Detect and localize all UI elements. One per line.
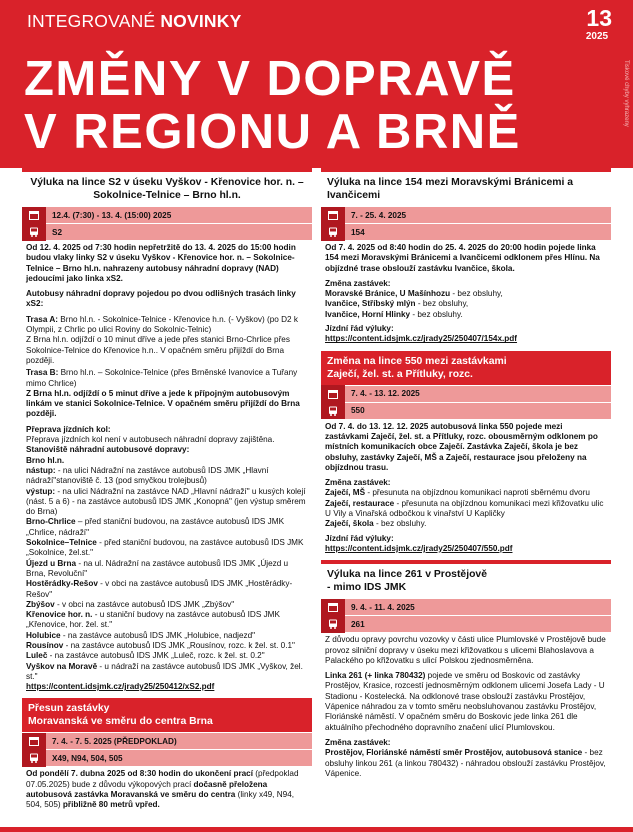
bus-icon — [321, 224, 345, 241]
section-body: Z důvodu opravy povrchu vozovky v části ulice Plumlovské v Prostějově bude provoz silniční dopravy v úseku mezi křižovatkou s ulicemi Blahoslavova a Palackého po křižovatku s ulicí Polskou zjednosměrněna. Linka 261 (+ linka 780432) pojede ve směru od Boskovic od zastávky Prostějov, Krasice, rozcestí jednosměrným odklonem ulicemi Josefa Lady - U Stadionu - Kostelecká. Na odklonové trase obslouží zastávku Prostějov, Vápenice náhradou za v tomto směru neobsluhovanou zastávku Prostějov, Floriánské náměstí. V opačném směru do Boskovic jede linka 261 dle aktuálního přechodného dopravního značení ulicí Plumlovskou. Změna zastávek: Prostějov, Floriánské náměstí směr Prostějov, autobusová stanice - bez obsluhy linkou 261 (a linkou 780432) - náhradou obslouží zastávku Prostějov, Vápenice. — [325, 635, 606, 778]
calendar-icon — [321, 385, 345, 402]
bus-icon — [22, 750, 46, 767]
calendar-icon — [321, 599, 345, 616]
bus-icon — [321, 402, 345, 419]
timetable-link[interactable]: https://content.idsjmk.cz/jrady25/250407/154x.pdf — [325, 334, 518, 344]
calendar-icon — [22, 733, 46, 750]
date-bar: 7. 4. - 7. 5. 2025 (PŘEDPOKLAD) — [22, 732, 312, 749]
date-bar: 9. 4. - 11. 4. 2025 — [321, 598, 611, 615]
side-note: Tiskové chyby vyhrazeny — [623, 60, 629, 127]
section-body: Od 12. 4. 2025 od 7:30 hodin nepřetržitě do 13. 4. 2025 do 15:00 hodin budou vlaky linky S2 v úseku Vyškov - Křenovice hor. n. – Sokolnice-Telnice – Brno hl.n. nahrazeny autobusy náhradní dopravy (NAD) jedoucími jako linka xS2. Autobusy náhradní dopravy pojedou po dvou odlišných trasách linky xS2: Trasa A: Brno hl.n. - Sokolnice-Telnice - Křenovice h.n. (- Vyškov) (po D2 k Olympii, z Chrlic po ulici Roviny do Sokolnic-Telnic) Z Brna hl.n. odjíždí o 10 minut dříve a jede přes stanici Brno-Chrlice přes Sokolnice-Telnice do Křenovice h.n.. V opačném směru přijíždí do Brna později. Trasa B: Brno hl.n. – Sokolnice-Telnice (přes Brněnské Ivanovice a Tuřany mimo Chrlice) Z Brna hl.n. odjíždí o 5 minut dříve a jede k přípojným autobusovým linkám ve stanici Sokolnice-Telnice. V opačném směru přijíždí do Brna později. Přeprava jízdních kol: Přeprava jízdních kol není v autobusech náhradní dopravy zajištěna. Stanoviště náhradní autobusové dopravy: Brno hl.n. nástup: - na ulici Nádražní na zastávce autobusů IDS JMK „Hlavní nádraží"stanoviště č. 13 (pod smyčkou trolejbusů) výstup: - na ulici Nádražní na zastávce NAD „Hlavní nádraží" u kusých kolejí (nást. 5 a 6) - na zastávce autobusů IDS JMK „Konopná" (jen výstup směrem do Brna) Brno-Chrlice – před staniční budovou, na zastávce autobusů IDS JMK „Chrlice, nádraží" Sokolnice–Telnice - před staniční budovou, na zastávce autobusů IDS JMK „Sokolnice, žel.st." Újezd u Brna - na ul. Nádražní na zastávce autobusů IDS JMK „Újezd u Brna, Revoluční" Hostěrádky-Rešov - v obci na zastávce autobusů IDS JMK „Hostěrádky-Rešov" Zbýšov - v obci na zastávce autobusů IDS JMK „Zbýšov" Křenovice hor. n. - u staniční budovy na zastávce autobusů IDS JMK „Křenovice, hor. žel. st." Holubice - na zastávce autobusů IDS JMK „Holubice, nadjezd" Rousínov - na zastávce autobusů IDS JMK „Rousínov, rozc. k žel. st. 0.1" Luleč - na zastávce autobusů IDS JMK „Luleč, rozc. k žel. st. 0.2" Vyškov na Moravě - u nádraží na zastávce autobusů IDS JMK „Vyškov, žel. st." https://content.idsjmk.cz/jrady25/250412/xS2.pdf — [22, 240, 312, 692]
brand-title: INTEGROVANÉ NOVINKY — [27, 11, 242, 31]
issue-number: 13 — [586, 5, 612, 31]
date-bar: 7. - 25. 4. 2025 — [321, 206, 611, 223]
section-550 — [321, 351, 611, 555]
line-bar: 261 — [321, 615, 611, 632]
issue-year: 2025 — [585, 31, 609, 42]
section-261 — [321, 560, 611, 779]
timetable-link[interactable]: https://content.idsjmk.cz/jrady25/250407/550.pdf — [325, 543, 513, 553]
right-column — [321, 168, 611, 820]
section-body: Od 7. 4. do 13. 12. 12. 2025 autobusová linka 550 pojede mezi zastávkami Zaječí, žel. st. a Přítluky, rozc. obousměrným odklonem po místních komunikacích obce Zaječí. Zastávka Zaječí, škola je bez obsluhy, zastávky Zaječí, MŠ a Zaječí, restaurace jsou přeloženy na objízdnou trasu. Změna zastávek: Zaječí, MŠ - přesunuta na objízdnou komunikaci naproti sběrnému dvoru Zaječí, restaurace - přesunuta na objízdnou komunikaci mezi křižovatku ulic U Vily a Vinařská odbočkou k vinařství U Kapličky Zaječí, škola - bez obsluhy. Jízdní řád výluky: https://content.idsjmk.cz/jrady25/250407/550.pdf — [321, 419, 611, 555]
section-s2 — [22, 168, 312, 692]
timetable-link[interactable]: https://content.idsjmk.cz/jrady25/250412/xS2.pdf — [26, 682, 215, 692]
section-title: Změna na lince 550 mezi zastávkami Zaječí, žel. st. a Přítluky, rozc. — [321, 351, 611, 385]
line-bar: 154 — [321, 223, 611, 240]
footer-line — [0, 827, 633, 832]
line-bar: S2 — [22, 223, 312, 240]
section-body: Od pondělí 7. dubna 2025 od 8:30 hodin do ukončení prací (předpoklad 07.05.2025) bude z důvodu výkopových prací dočasně přeložena autobusová zastávka Moravanská ve směru do centra (linky x49, N94, 504, 505) přibližně 80 metrů vpřed. — [26, 769, 299, 810]
section-title: Výluka na lince S2 v úseku Vyškov - Křenovice hor. n. – Sokolnice-Telnice – Brno hl.n. — [22, 168, 312, 206]
bus-icon — [321, 616, 345, 633]
page-header — [0, 0, 633, 168]
left-column — [22, 168, 312, 820]
section-154 — [321, 168, 611, 345]
date-bar: 12.4. (7:30) - 13. 4. (15:00) 2025 — [22, 206, 312, 223]
calendar-icon — [321, 207, 345, 224]
section-body: Od 7. 4. 2025 od 8:40 hodin do 25. 4. 2025 do 20:00 hodin pojede linka 154 mezi Moravskými Bránicemi a Ivančicemi odklonem přes Hlínu. Na objízdné trase obslouží zastávku Ivančice, škola. Změna zastávek: Moravské Bránice, U Mašínhozu - bez obsluhy, Ivančice, Stříbský mlýn - bez obsluhy, Ivančice, Horní Hlinky - bez obsluhy. Jízdní řád výluky: https://content.idsjmk.cz/jrady25/250407/154x.pdf — [321, 240, 611, 345]
line-bar: X49, N94, 504, 505 — [22, 749, 312, 766]
section-title: Výluka na lince 261 v Prostějově - mimo IDS JMK — [321, 560, 611, 598]
page-title: ZMĚNY V DOPRAVĚ V REGIONU A BRNĚ — [24, 52, 521, 159]
line-bar: 550 — [321, 402, 611, 419]
section-moravanska — [22, 698, 312, 810]
date-bar: 7. 4. - 13. 12. 2025 — [321, 385, 611, 402]
calendar-icon — [22, 207, 46, 224]
section-title: Výluka na lince 154 mezi Moravskými Bránicemi a Ivančicemi — [321, 168, 611, 206]
section-title: Přesun zastávky Moravanská ve směru do centra Brna — [22, 698, 312, 732]
bus-icon — [22, 224, 46, 241]
